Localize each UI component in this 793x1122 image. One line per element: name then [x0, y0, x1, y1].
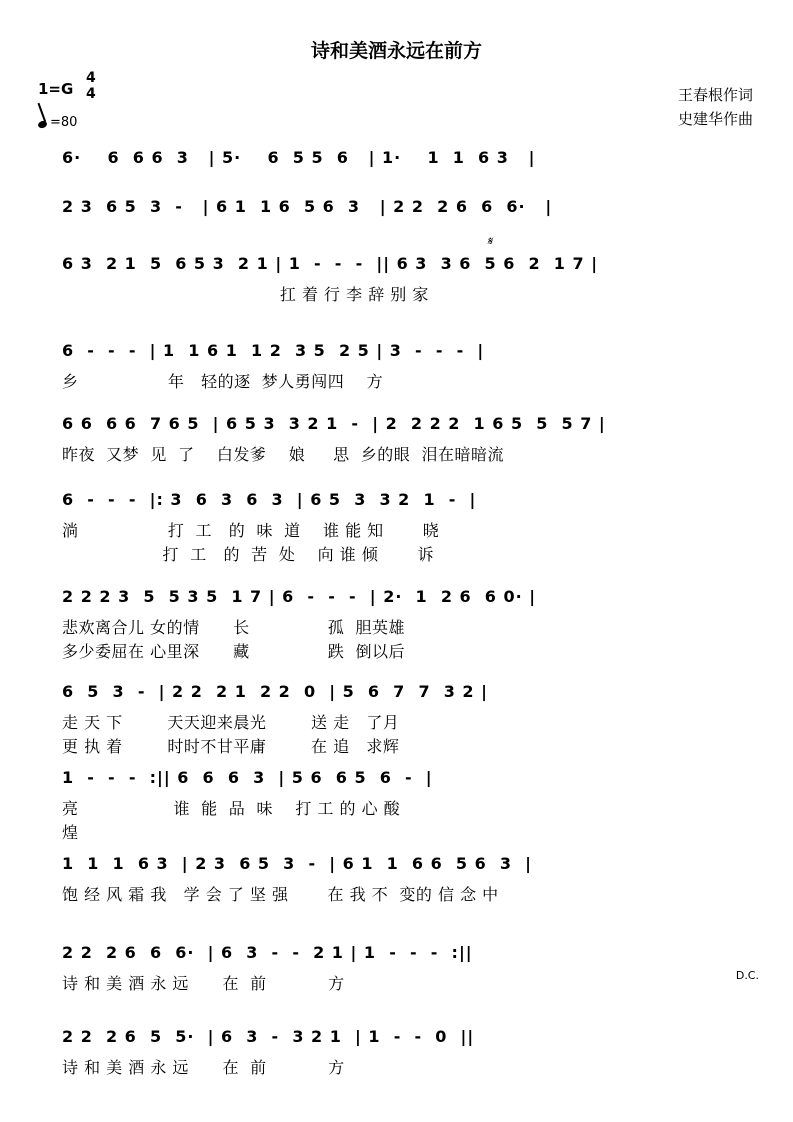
score-line	[62, 341, 753, 421]
lyrics-verse-1: 亮 谁 能 品 味 打 工 的 心 酸	[62, 799, 401, 818]
page-title: 诗和美酒永远在前方	[310, 40, 482, 62]
notation-text: 2 3 6 5 3 - | 6 1 1 6 5 6 3 | 2 2 2 6 6 6· |	[62, 197, 553, 216]
notation-text: 1 1 1 6 3 | 2 3 6 5 3 - | 6 1 1 6 6 5 6 3 |	[62, 854, 532, 873]
lyrics-verse-1: 扛 着 行 李 辞 别 家	[62, 285, 429, 304]
score-line	[62, 768, 753, 848]
notation-text: 6 5 3 - | 2 2 2 1 2 2 0 | 5 6 7 7 3 2 |	[62, 682, 488, 701]
lyrics-verse-2: 多少委屈在 心里深 藏 跌 倒以后	[62, 642, 405, 661]
score-line	[62, 943, 759, 1023]
lyrics-verse-1: 走 天 下 天天迎来晨光 送 走 了月	[62, 713, 400, 732]
notation-text: 2 2 2 6 5 5· | 6 3 - 3 2 1 | 1 - - 0 ||	[62, 1027, 475, 1046]
lyrics-verse-1: 乡 年 轻的逐 梦人勇闯四 方	[62, 372, 384, 391]
time-signature-top: 4	[86, 70, 96, 86]
score-line	[62, 234, 753, 334]
time-signature	[86, 70, 96, 102]
notation-text: 6 3 2 1 5 6 5 3 2 1 | 1 - - - || 6 3 3 6 5 6 2 1 7 |	[62, 254, 599, 273]
lyrics-verse-2: 更 执 着 时时不甘平庸 在 追 求辉	[62, 737, 400, 756]
score-line	[62, 414, 753, 494]
notation-text: 6 - - - |: 3 6 3 6 3 | 6 5 3 3 2 1 - |	[62, 490, 477, 509]
score-line	[62, 490, 753, 570]
da-capo-marking: D.C.	[735, 969, 759, 982]
lyrics-verse-1: 诗 和 美 酒 永 远 在 前 方	[62, 974, 345, 993]
quarter-note-icon	[37, 120, 48, 130]
score-line	[62, 682, 753, 762]
tempo-value: =80	[50, 115, 78, 130]
notation-text: 6 - - - | 1 1 6 1 1 2 3 5 2 5 | 3 - - - |	[62, 341, 485, 360]
notation-text: 2 2 2 3 5 5 3 5 1 7 | 6 - - - | 2· 1 2 6 6 0· |	[62, 587, 537, 606]
time-signature-bottom: 4	[86, 86, 96, 102]
key-signature: 1=G	[38, 80, 74, 98]
score-line	[62, 1027, 753, 1107]
lyrics-verse-1: 淌 打 工 的 味 道 谁 能 知 晓	[62, 521, 440, 540]
notation-text: 6· 6 6 6 3 | 5· 6 5 5 6 | 1· 1 1 6 3 |	[62, 148, 536, 167]
lyrics-verse-1: 悲欢离合儿 女的情 长 孤 胆英雄	[62, 618, 405, 637]
score-line	[62, 854, 753, 934]
tempo-marking	[38, 115, 77, 130]
segno-icon: 𝄋	[487, 234, 493, 248]
lyrics-verse-1: 饱 经 风 霜 我 学 会 了 坚 强 在 我 不 变的 信 念 中	[62, 885, 499, 904]
lyrics-verse-1: 昨夜 又梦 见 了 白发爹 娘 思 乡的眼 泪在暗暗流	[62, 445, 504, 464]
composer-credit: 史建华作曲	[677, 110, 753, 128]
notation-text: 1 - - - :|| 6 6 6 3 | 5 6 6 5 6 - |	[62, 768, 433, 787]
score-line	[62, 587, 753, 667]
lyrics-verse-2: 煌	[62, 823, 79, 842]
lyrics-verse-2: 打 工 的 苦 处 向 谁 倾 诉	[62, 545, 434, 564]
notation-text: 6 6 6 6 7 6 5 | 6 5 3 3 2 1 - | 2 2 2 2 1 6 5 5 5 7 |	[62, 414, 606, 433]
notation-text: 2 2 2 6 6 6· | 6 3 - - 2 1 | 1 - - - :||	[62, 943, 473, 962]
lyrics-verse-1: 诗 和 美 酒 永 远 在 前 方	[62, 1058, 345, 1077]
lyricist-credit: 王春根作词	[677, 86, 753, 104]
